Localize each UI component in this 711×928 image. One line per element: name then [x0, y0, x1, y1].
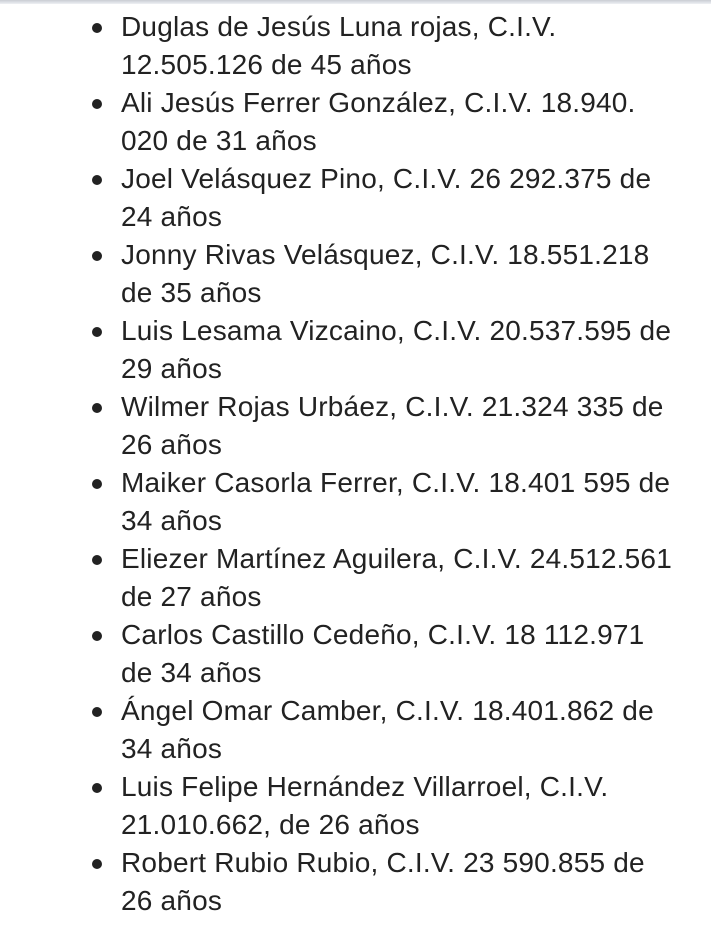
bullet-icon	[92, 251, 102, 261]
list-item-text: Ali Jesús Ferrer González, C.I.V. 18.940. 020 de 31 años	[121, 87, 636, 156]
list-item	[0, 8, 711, 84]
list-item-text: Ángel Omar Camber, C.I.V. 18.401.862 de 34 años	[121, 695, 654, 764]
list-item-text: Duglas de Jesús Luna rojas, C.I.V. 12.505.126 de 45 años	[121, 11, 557, 80]
list-item-text: Maiker Casorla Ferrer, C.I.V. 18.401 595 de 34 años	[121, 467, 671, 536]
bullet-icon	[92, 707, 102, 717]
list-item-text: Jonny Rivas Velásquez, C.I.V. 18.551.218 de 35 años	[121, 239, 650, 308]
bullet-icon	[92, 23, 102, 33]
list-item	[0, 540, 711, 616]
victims-list	[0, 8, 711, 920]
list-item	[0, 768, 711, 844]
list-item-text: Wilmer Rojas Urbáez, C.I.V. 21.324 335 de 26 años	[121, 391, 664, 460]
list-item-text: Luis Lesama Vizcaino, C.I.V. 20.537.595 de 29 años	[121, 315, 672, 384]
bullet-icon	[92, 327, 102, 337]
bullet-icon	[92, 175, 102, 185]
bullet-icon	[92, 99, 102, 109]
list-item	[0, 84, 711, 160]
bullet-icon	[92, 479, 102, 489]
list-item	[0, 236, 711, 312]
bullet-icon	[92, 403, 102, 413]
bullet-icon	[92, 859, 102, 869]
list-item-text: Robert Rubio Rubio, C.I.V. 23 590.855 de 26 años	[121, 847, 645, 916]
list-item	[0, 692, 711, 768]
list-item-text: Joel Velásquez Pino, C.I.V. 26 292.375 de 24 años	[121, 163, 652, 232]
list-item	[0, 616, 711, 692]
top-divider	[0, 0, 711, 4]
bullet-icon	[92, 555, 102, 565]
list-item-text: Luis Felipe Hernández Villarroel, C.I.V. 21.010.662, de 26 años	[121, 771, 609, 840]
bullet-icon	[92, 783, 102, 793]
list-item	[0, 844, 711, 920]
list-item	[0, 160, 711, 236]
list-item	[0, 312, 711, 388]
bullet-icon	[92, 631, 102, 641]
list-item	[0, 388, 711, 464]
list-item	[0, 464, 711, 540]
list-item-text: Carlos Castillo Cedeño, C.I.V. 18 112.971 de 34 años	[121, 619, 645, 688]
list-item-text: Eliezer Martínez Aguilera, C.I.V. 24.512.561 de 27 años	[121, 543, 672, 612]
